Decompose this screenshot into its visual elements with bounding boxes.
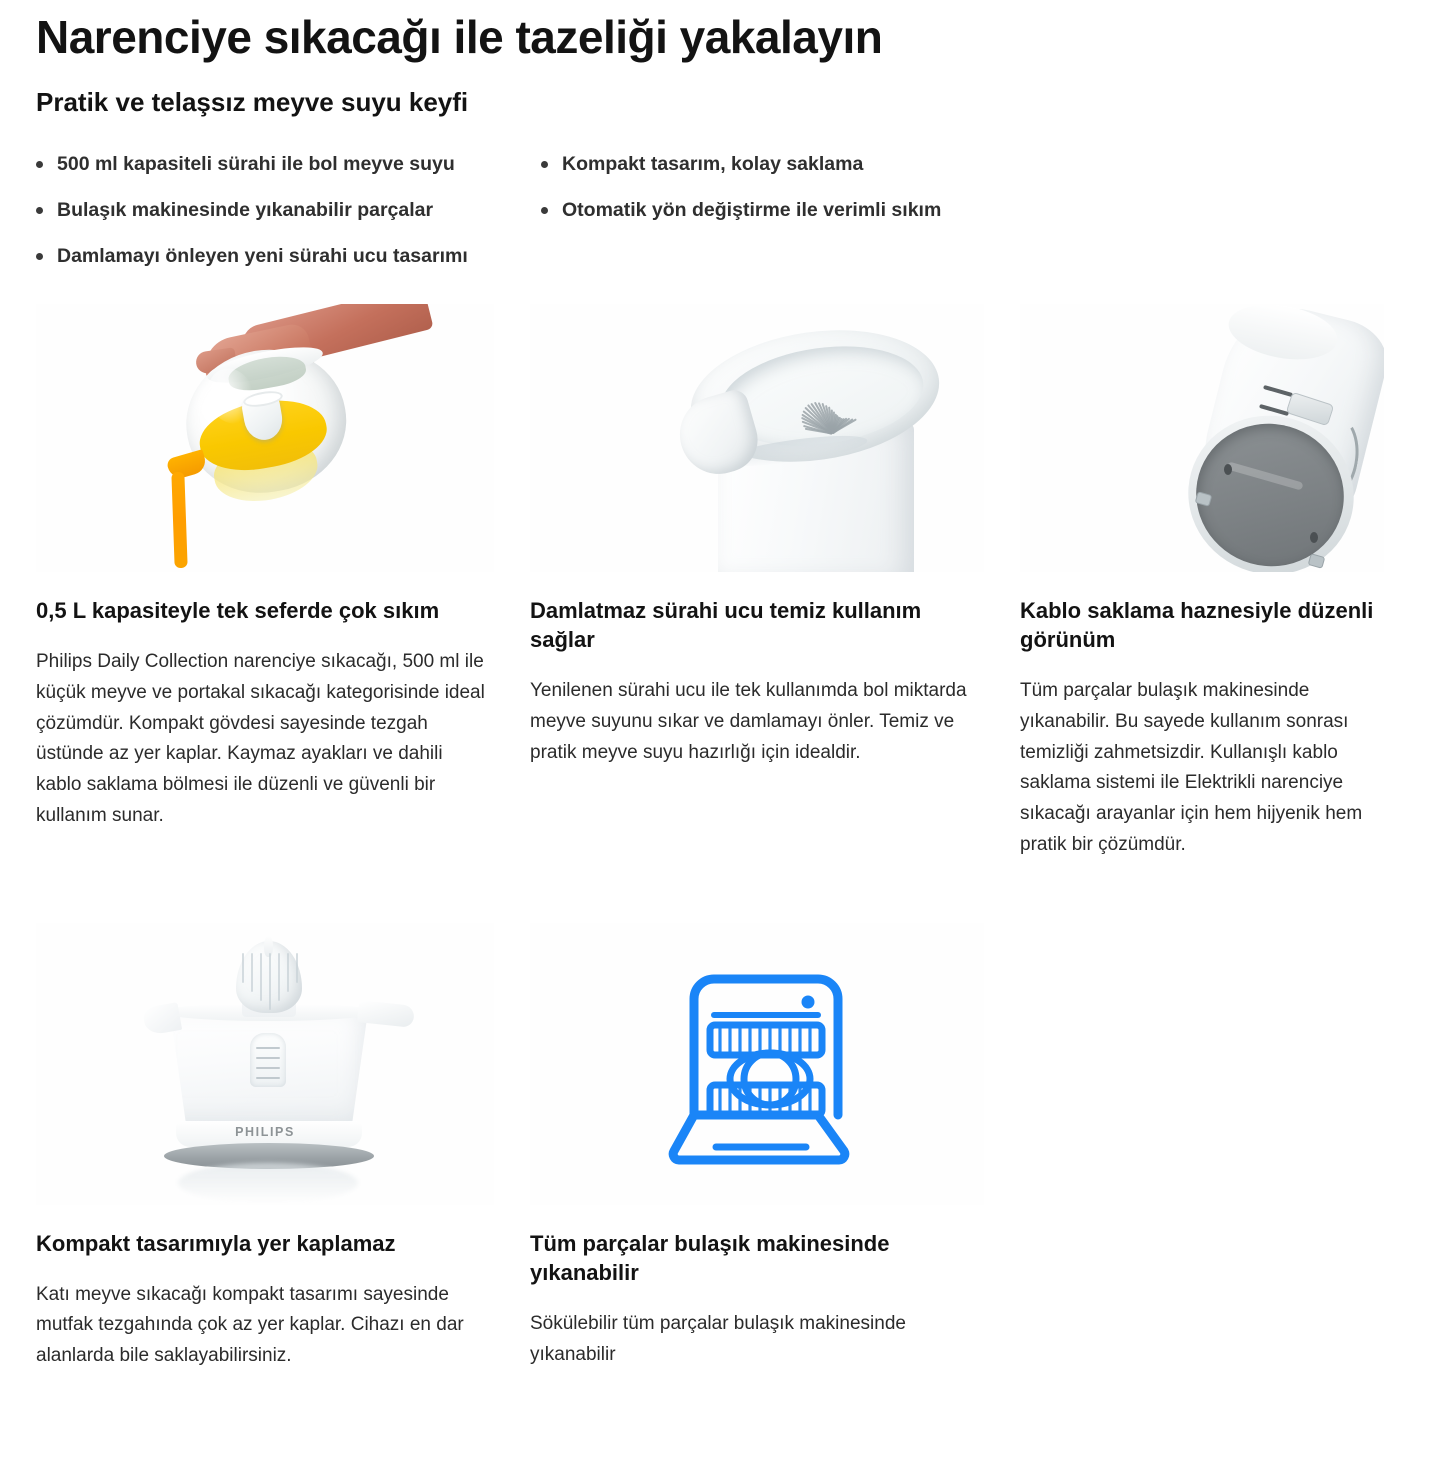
- feature-title: Kablo saklama haznesiyle düzenli görünüm: [1020, 598, 1374, 653]
- juicer-spout-shape: [142, 1002, 182, 1036]
- list-item: [36, 244, 541, 290]
- list-item-label: Kompakt tasarım, kolay saklama: [562, 153, 864, 176]
- feature-grid-row-2: [36, 923, 1420, 1372]
- base-hole-shape: [1224, 464, 1232, 475]
- feature-title: Damlatmaz sürahi ucu temiz kullanım sağlar: [530, 598, 922, 653]
- feature-body: Katı meyve sıkacağı kompakt tasarımı sayesinde mutfak tezgahında çok az yer kaplar. Cihazı en dar alanlarda bile saklayabilirsiniz.: [36, 1283, 464, 1367]
- feature-grid-row-1: [36, 304, 1420, 861]
- jug-spout-sieve-closeup-photo: [530, 304, 984, 572]
- list-item: [541, 152, 1420, 198]
- list-item-label: Bulaşık makinesinde yıkanabilir parçalar: [57, 199, 434, 222]
- list-item: [541, 198, 1420, 244]
- philips-brand-logo: PHILIPS: [235, 1124, 295, 1139]
- page-subtitle: Pratik ve telaşsız meyve suyu keyfi: [36, 86, 469, 117]
- cone-flute-shape: [296, 953, 298, 983]
- feature-card-compact-design: [36, 923, 530, 1372]
- juice-stream-shape: [171, 472, 187, 568]
- dishwasher-icon: [658, 957, 854, 1171]
- juicer-jug-pouring-juice-photo: [36, 304, 494, 572]
- feature-card-empty: [1020, 923, 1420, 1372]
- list-spacer: [541, 244, 1420, 290]
- feature-body: Tüm parçalar bulaşık makinesinde yıkanabilir. Bu sayede kullanım sonrası temizliği zahmetsizdir. Kullanışlı kablo saklama sistemi ile Elektrikli narenciye sıkacağı arayanlar için hem hijyenik hem pratik bir çözümdür.: [1020, 680, 1363, 855]
- cone-flute-shape: [278, 953, 280, 1001]
- list-item-label: Otomatik yön değiştirme ile verimli sıkım: [562, 199, 942, 222]
- list-item: [36, 152, 541, 198]
- cone-flute-shape: [269, 953, 271, 1010]
- feature-card-dripless-spout: [530, 304, 1020, 861]
- cone-flute-shape: [251, 953, 253, 992]
- bullet-dot-icon: [36, 253, 43, 260]
- feature-title: 0,5 L kapasiteyle tek seferde çok sıkım: [36, 598, 440, 624]
- bullet-dot-icon: [36, 161, 43, 168]
- feature-body: Yenilenen sürahi ucu ile tek kullanımda bol miktarda meyve suyunu sıkar ve damlamayı önler. Temiz ve pratik meyve suyu hazırlığı için idealdir.: [530, 680, 967, 763]
- full-citrus-juicer-product-photo: [36, 923, 494, 1205]
- bullet-dot-icon: [541, 207, 548, 214]
- key-features-list: [36, 152, 1420, 290]
- cone-flute-shape: [260, 953, 262, 1001]
- page-title: Narenciye sıkacağı ile tazeliği yakalayın: [36, 11, 883, 63]
- cone-flute-shape: [287, 953, 289, 992]
- feature-title: Kompakt tasarımıyla yer kaplamaz: [36, 1230, 396, 1256]
- base-hole-shape: [1310, 532, 1318, 543]
- list-item-label: Damlamayı önleyen yeni sürahi ucu tasarımı: [57, 245, 468, 268]
- feature-card-dishwasher-safe: [530, 923, 1020, 1372]
- list-item: [36, 198, 541, 244]
- feature-card-capacity: [36, 304, 530, 861]
- feature-body: Philips Daily Collection narenciye sıkacağı, 500 ml ile küçük meyve ve portakal sıkacağı kategorisinde ideal çözümdür. Kompakt gövdesi sayesinde tezgah üstünde az yer kaplar. Kaymaz ayakları ve dahili kablo saklama bölmesi ile düzenli ve güvenli bir kullanım sunar.: [36, 651, 485, 826]
- bullet-dot-icon: [541, 161, 548, 168]
- feature-title: Tüm parçalar bulaşık makinesinde yıkanabilir: [530, 1230, 890, 1285]
- base-underside-cord-storage-photo: [1020, 304, 1384, 572]
- cone-flute-shape: [242, 953, 244, 983]
- feature-body: Sökülebilir tüm parçalar bulaşık makinesinde yıkanabilir: [530, 1312, 906, 1365]
- list-item-label: 500 ml kapasiteli sürahi ile bol meyve suyu: [57, 153, 455, 176]
- measuring-gauge-shape: [250, 1033, 286, 1087]
- bullet-dot-icon: [36, 207, 43, 214]
- surface-reflection-shape: [178, 1163, 358, 1203]
- dishwasher-safe-icon-container: [530, 923, 984, 1205]
- feature-card-cord-storage: [1020, 304, 1420, 861]
